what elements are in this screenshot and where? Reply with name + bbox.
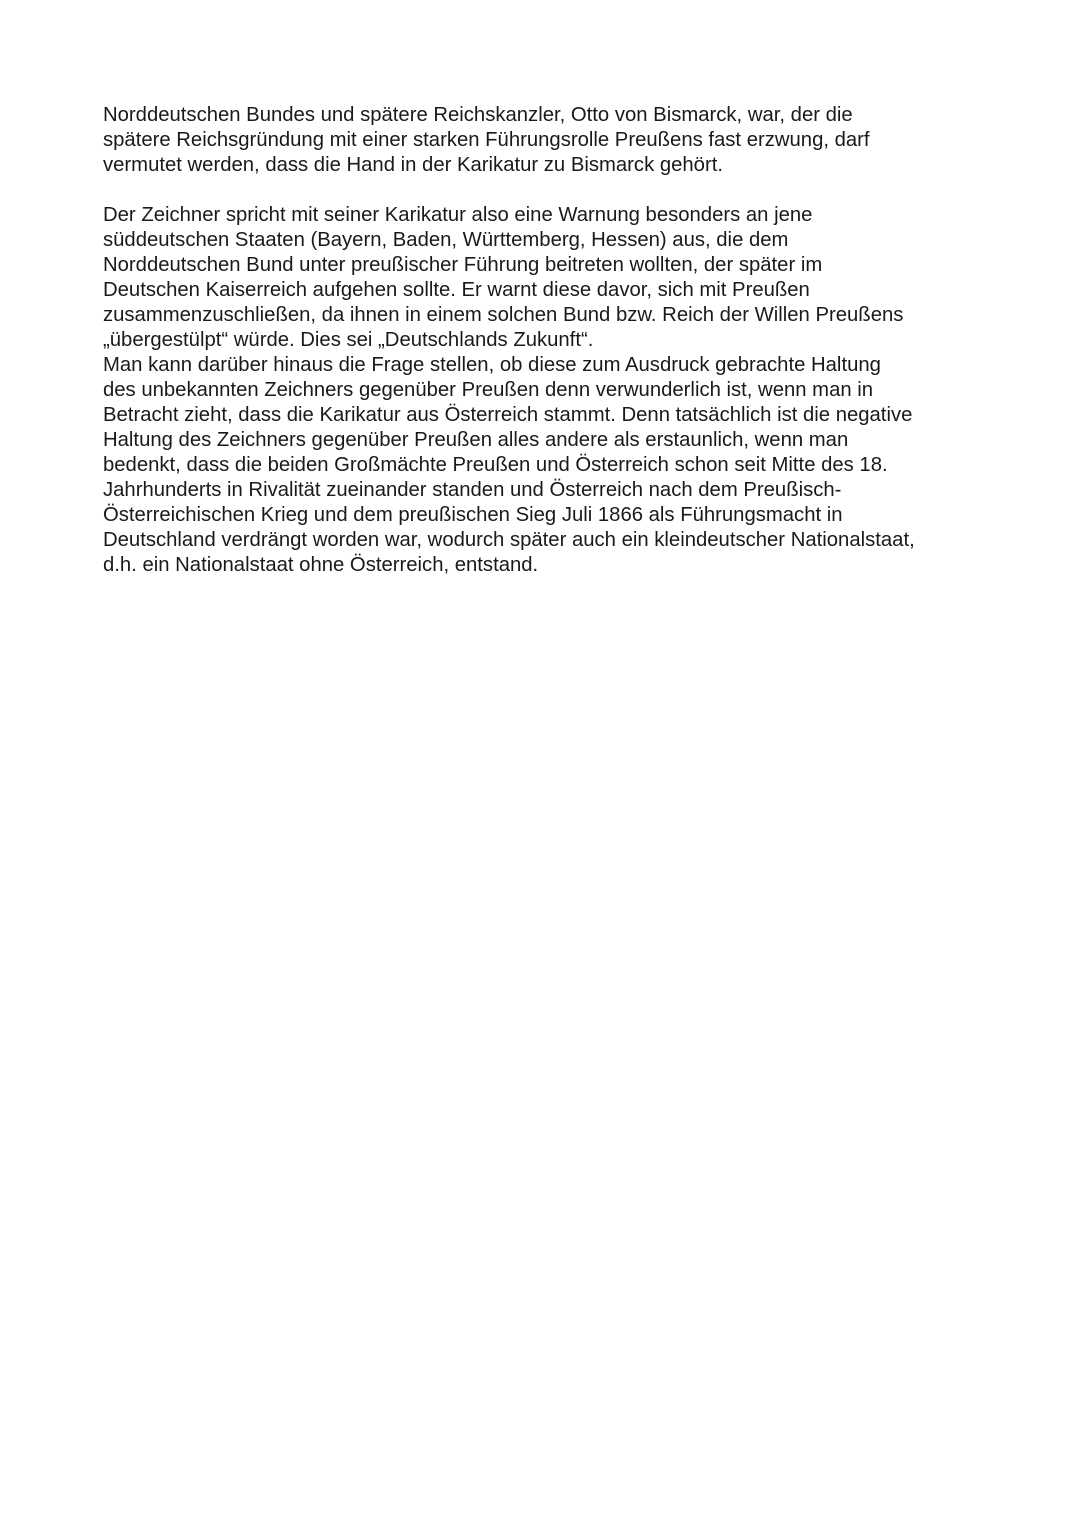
text-line: Deutschland verdrängt worden war, wodurch später auch ein kleindeutscher Nationalstaat, [103,529,915,551]
document-body [103,103,1003,578]
paragraph-2 [103,203,1003,353]
text-line: spätere Reichsgründung mit einer starken Führungsrolle Preußens fast erzwung, darf [103,129,870,151]
text-line: des unbekannten Zeichners gegenüber Preußen denn verwunderlich ist, wenn man in [103,379,874,401]
text-line: „übergestülpt“ würde. Dies sei „Deutschlands Zukunft“. [103,329,594,351]
text-line: Man kann darüber hinaus die Frage stellen, ob diese zum Ausdruck gebrachte Haltung [103,354,881,376]
text-line: Der Zeichner spricht mit seiner Karikatur also eine Warnung besonders an jene [103,204,813,226]
text-line: d.h. ein Nationalstaat ohne Österreich, entstand. [103,554,539,576]
text-line: Deutschen Kaiserreich aufgehen sollte. Er warnt diese davor, sich mit Preußen [103,279,810,301]
text-line: Österreichischen Krieg und dem preußischen Sieg Juli 1866 als Führungsmacht in [103,504,843,526]
text-line: süddeutschen Staaten (Bayern, Baden, Württemberg, Hessen) aus, die dem [103,229,789,251]
paragraph-3 [103,353,1003,578]
text-line: Betracht zieht, dass die Karikatur aus Österreich stammt. Denn tatsächlich ist die negative [103,404,913,426]
text-line: bedenkt, dass die beiden Großmächte Preußen und Österreich schon seit Mitte des 18. [103,454,888,476]
text-line: Jahrhunderts in Rivalität zueinander standen und Österreich nach dem Preußisch- [103,479,842,501]
text-line: Haltung des Zeichners gegenüber Preußen alles andere als erstaunlich, wenn man [103,429,849,451]
text-line: vermutet werden, dass die Hand in der Karikatur zu Bismarck gehört. [103,154,723,176]
paragraph-spacer [103,178,1003,203]
text-line: Norddeutschen Bund unter preußischer Führung beitreten wollten, der später im [103,254,823,276]
text-line: Norddeutschen Bundes und spätere Reichskanzler, Otto von Bismarck, war, der die [103,104,853,126]
paragraph-1 [103,103,1003,178]
text-line: zusammenzuschließen, da ihnen in einem solchen Bund bzw. Reich der Willen Preußens [103,304,904,326]
